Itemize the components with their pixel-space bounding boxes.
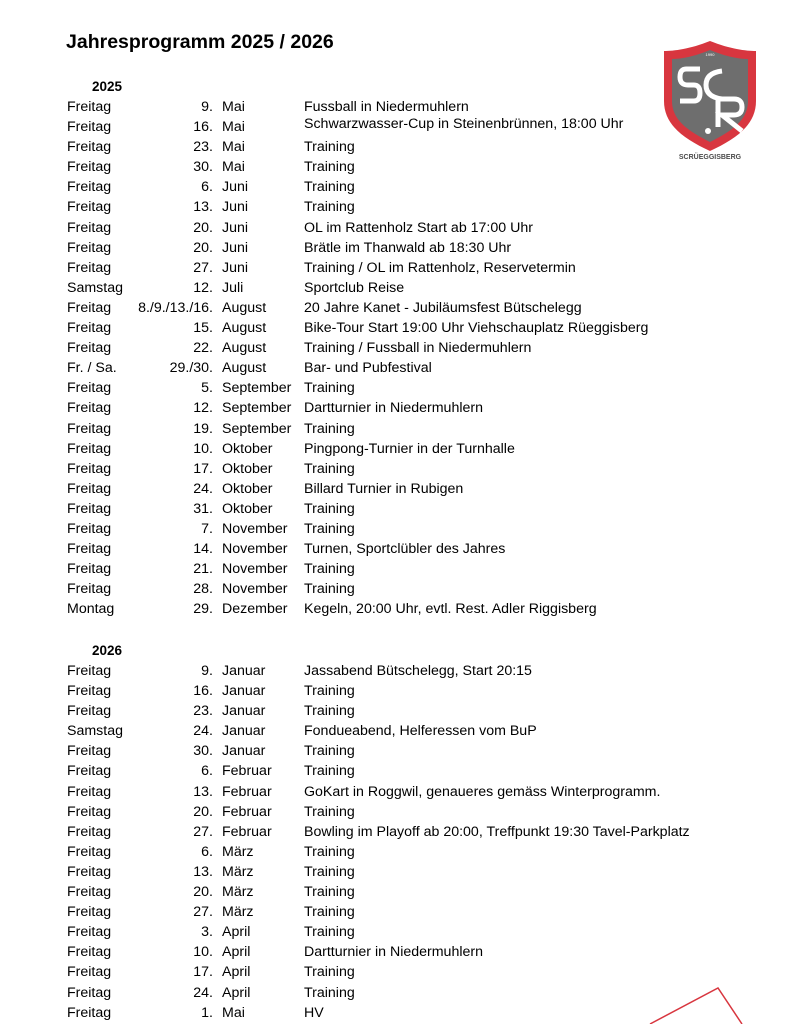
row-date: 10. [193,944,213,961]
row-day: Freitag [67,561,112,578]
schedule-row [0,601,799,621]
row-event: Training [304,460,355,477]
schedule-row [0,683,799,703]
row-date: 7. [201,520,213,537]
schedule-row [0,139,799,159]
row-date: 17. [193,964,213,981]
schedule-row [0,481,799,501]
row-event: Training [304,984,355,1001]
row-day: Freitag [67,299,112,316]
row-month: Mai [222,159,245,176]
row-date: 31. [193,500,213,517]
row-day: Freitag [67,480,112,497]
row-event: Dartturnier in Niedermuhlern [304,400,483,417]
row-event: Training [304,683,355,700]
row-day: Freitag [67,119,112,136]
schedule-row [0,300,799,320]
schedule-row [0,884,799,904]
row-date: 19. [193,420,213,437]
row-event: Bar- und Pubfestival [304,360,432,377]
page-title: Jahresprogramm 2025 / 2026 [66,31,334,53]
row-day: Freitag [67,783,112,800]
row-day: Freitag [67,139,112,156]
row-event: GoKart in Roggwil, genaueres gemäss Winterprogramm. [304,783,661,800]
row-event: 20 Jahre Kanet - Jubiläumsfest Bütschelegg [304,299,582,316]
row-day: Freitag [67,843,112,860]
row-day: Fr. / Sa. [67,360,117,377]
row-date: 24. [193,723,213,740]
row-event: Training [304,500,355,517]
row-event: Training [304,420,355,437]
schedule-2026 [0,663,799,1025]
row-event: Training [304,159,355,176]
row-day: Freitag [67,380,112,397]
row-event: Training [304,199,355,216]
year-heading-2025: 2025 [92,79,123,94]
row-date: 27. [193,823,213,840]
row-month: Dezember [222,601,288,618]
row-event: Training / Fussball in Niedermuhlern [304,340,532,357]
row-month: Oktober [222,440,273,457]
schedule-row [0,844,799,864]
schedule-row [0,904,799,924]
row-day: Freitag [67,500,112,517]
row-date: 24. [193,984,213,1001]
row-month: April [222,984,251,1001]
row-month: Oktober [222,500,273,517]
row-date: 17. [193,460,213,477]
row-date: 30. [193,743,213,760]
row-month: August [222,360,267,377]
schedule-row [0,723,799,743]
schedule-row [0,541,799,561]
row-month: Januar [222,683,266,700]
row-date: 27. [193,904,213,921]
row-day: Freitag [67,1004,112,1021]
row-date: 21. [193,561,213,578]
row-month: April [222,924,251,941]
row-event: Turnen, Sportclübler des Jahres [304,541,506,558]
row-event: Bike-Tour Start 19:00 Uhr Viehschauplatz Rüeggisberg [304,320,649,337]
row-event: Training [304,703,355,720]
row-month: März [222,863,254,880]
row-month: Juni [222,179,249,196]
row-event: Fondueabend, Helferessen vom BuP [304,723,537,740]
row-month: Juni [222,239,249,256]
row-day: Freitag [67,823,112,840]
row-date: 5. [201,380,213,397]
row-day: Freitag [67,320,112,337]
row-date: 12. [193,400,213,417]
schedule-row [0,280,799,300]
row-month: August [222,340,267,357]
row-event: Training [304,743,355,760]
row-day: Freitag [67,219,112,236]
schedule-row [0,521,799,541]
row-day: Freitag [67,763,112,780]
schedule-row [0,784,799,804]
row-day: Freitag [67,440,112,457]
row-event: Training / OL im Rattenholz, Reservetermin [304,259,576,276]
row-date: 9. [201,99,213,115]
row-event: Dartturnier in Niedermuhlern [304,944,483,961]
schedule-row [0,116,799,139]
row-month: Januar [222,723,266,740]
row-month: Mai [222,139,245,156]
row-date: 13. [193,199,213,216]
row-month: November [222,561,288,578]
row-month: Oktober [222,480,273,497]
row-event: HV [304,1004,324,1021]
row-month: Januar [222,743,266,760]
row-month: November [222,581,288,598]
row-event: Training [304,179,355,196]
row-day: Samstag [67,723,123,740]
row-event: Fussball in Niedermuhlern [304,99,469,115]
row-day: Freitag [67,179,112,196]
row-date: 13. [193,783,213,800]
row-month: August [222,320,267,337]
row-month: November [222,520,288,537]
row-month: September [222,420,292,437]
schedule-row [0,824,799,844]
schedule-row [0,804,799,824]
row-event: Training [304,904,355,921]
schedule-row [0,260,799,280]
row-month: Januar [222,703,266,720]
row-event: Pingpong-Turnier in der Turnhalle [304,440,515,457]
schedule-row [0,743,799,763]
schedule-row [0,561,799,581]
row-day: Freitag [67,964,112,981]
row-month: April [222,944,251,961]
row-month: März [222,884,254,901]
row-date: 20. [193,239,213,256]
row-date: 8./9./13./16. [138,299,213,316]
row-date: 28. [193,581,213,598]
row-month: Februar [222,763,272,780]
schedule-row [0,240,799,260]
row-month: April [222,964,251,981]
row-date: 30. [193,159,213,176]
row-date: 10. [193,440,213,457]
row-date: 14. [193,541,213,558]
row-day: Freitag [67,520,112,537]
row-month: Februar [222,823,272,840]
schedule-row [0,179,799,199]
row-day: Freitag [67,863,112,880]
row-month: März [222,904,254,921]
row-event: Training [304,520,355,537]
row-event: Training [304,139,355,156]
row-event: OL im Rattenholz Start ab 17:00 Uhr [304,219,533,236]
row-day: Freitag [67,460,112,477]
row-event: Kegeln, 20:00 Uhr, evtl. Rest. Adler Riggisberg [304,601,597,618]
row-event: Brätle im Thanwald ab 18:30 Uhr [304,239,512,256]
schedule-row [0,461,799,481]
row-day: Freitag [67,924,112,941]
schedule-row [0,400,799,420]
row-date: 29./30. [169,360,213,377]
row-month: August [222,299,267,316]
row-event: Training [304,843,355,860]
row-month: Juni [222,199,249,216]
row-month: Juni [222,259,249,276]
row-event: Training [304,763,355,780]
schedule-row [0,220,799,240]
schedule-row [0,441,799,461]
row-month: November [222,541,288,558]
schedule-row [0,501,799,521]
row-date: 12. [193,279,213,296]
schedule-row [0,944,799,964]
schedule-row [0,380,799,400]
row-date: 16. [193,683,213,700]
row-day: Freitag [67,199,112,216]
corner-decoration [640,980,799,1024]
row-day: Freitag [67,340,112,357]
row-day: Freitag [67,259,112,276]
row-month: Mai [222,1004,245,1021]
logo-club-name: SCRÜEGGISBERG [678,154,742,161]
row-date: 6. [201,763,213,780]
row-event: Training [304,964,355,981]
corner-line [650,988,742,1024]
row-day: Freitag [67,703,112,720]
schedule-2025 [0,99,799,621]
row-date: 20. [193,884,213,901]
row-date: 13. [193,863,213,880]
row-date: 23. [193,139,213,156]
row-month: Mai [222,99,245,115]
row-day: Freitag [67,984,112,1001]
row-date: 15. [193,320,213,337]
row-event: Training [304,803,355,820]
row-date: 22. [193,340,213,357]
row-date: 1. [201,1004,213,1021]
row-month: Februar [222,783,272,800]
row-event: Training [304,561,355,578]
row-month: Februar [222,803,272,820]
row-event: Schwarzwasser-Cup in Steinenbrünnen, 18:00 Uhr [304,116,624,133]
row-day: Freitag [67,581,112,598]
logo-year: 1990 [705,52,715,57]
schedule-row [0,199,799,219]
year-heading-2026: 2026 [92,643,123,658]
row-date: 3. [201,924,213,941]
row-event: Training [304,924,355,941]
row-date: 16. [193,119,213,136]
row-date: 29. [193,601,213,618]
schedule-row [0,340,799,360]
row-date: 9. [201,663,213,679]
row-day: Freitag [67,663,112,679]
row-event: Sportclub Reise [304,279,405,296]
row-month: Juni [222,219,249,236]
row-day: Freitag [67,743,112,760]
row-date: 6. [201,179,213,196]
row-day: Montag [67,601,115,618]
row-day: Freitag [67,420,112,437]
row-day: Freitag [67,239,112,256]
schedule-row [0,703,799,723]
row-month: September [222,380,292,397]
row-month: Juli [222,279,244,296]
schedule-row [0,581,799,601]
row-day: Freitag [67,884,112,901]
row-date: 27. [193,259,213,276]
row-month: September [222,400,292,417]
row-day: Freitag [67,159,112,176]
row-event: Billard Turnier in Rubigen [304,480,464,497]
schedule-row [0,421,799,441]
row-month: Januar [222,663,266,679]
row-month: Oktober [222,460,273,477]
row-event: Training [304,581,355,598]
row-event: Jassabend Bütschelegg, Start 20:15 [304,663,532,679]
schedule-row [0,663,799,683]
row-month: Mai [222,119,245,136]
row-date: 23. [193,703,213,720]
schedule-row [0,320,799,340]
row-event: Training [304,884,355,901]
row-event: Training [304,380,355,397]
row-day: Freitag [67,400,112,417]
row-day: Freitag [67,683,112,700]
schedule-row [0,924,799,944]
row-month: März [222,843,254,860]
row-day: Freitag [67,803,112,820]
schedule-row [0,159,799,179]
row-event: Bowling im Playoff ab 20:00, Treffpunkt 19:30 Tavel-Parkplatz [304,823,690,840]
row-day: Freitag [67,904,112,921]
row-day: Freitag [67,944,112,961]
row-date: 24. [193,480,213,497]
schedule-row [0,763,799,783]
row-day: Samstag [67,279,123,296]
schedule-row [0,360,799,380]
row-day: Freitag [67,99,112,115]
row-date: 20. [193,219,213,236]
schedule-row [0,864,799,884]
row-event: Training [304,863,355,880]
row-date: 6. [201,843,213,860]
row-day: Freitag [67,541,112,558]
row-date: 20. [193,803,213,820]
